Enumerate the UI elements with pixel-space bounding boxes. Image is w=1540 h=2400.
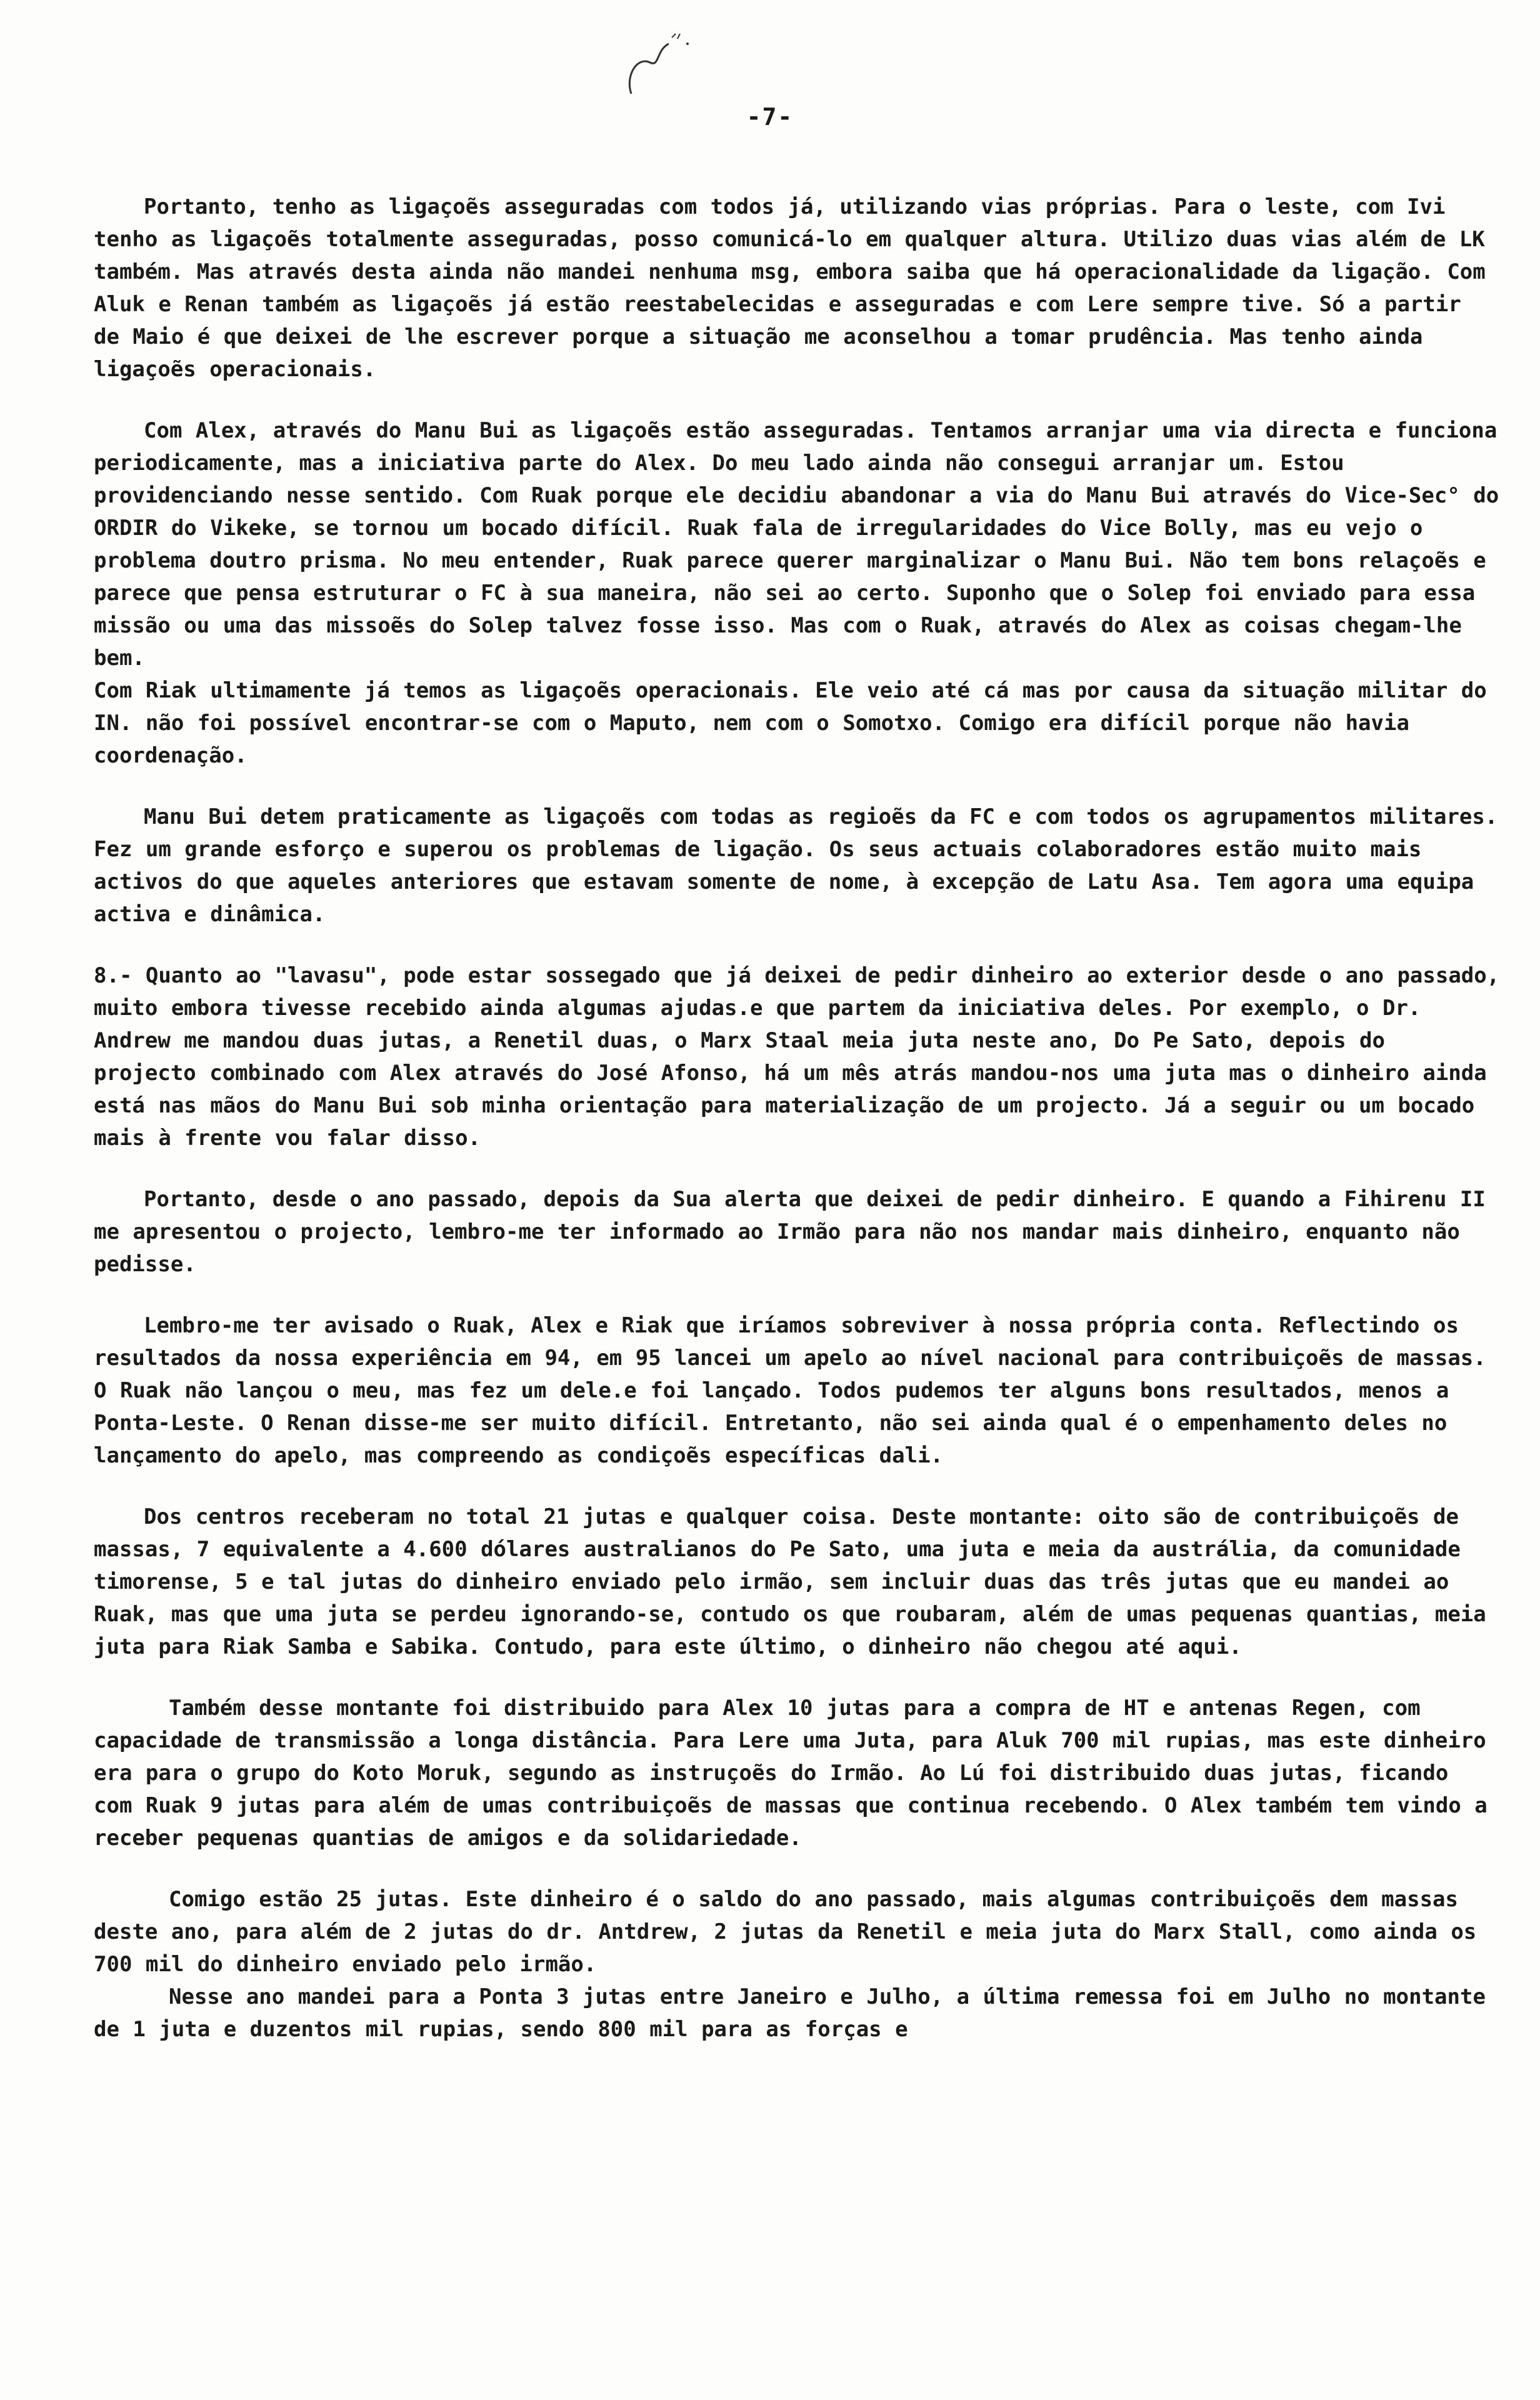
- page-number: -7-: [746, 103, 794, 131]
- paragraph-ponta-remessas: Nesse ano mandei para a Ponta 3 jutas entre Janeiro e Julho, a última remessa foi em Julho no montante de 1 juta e duzentos mil rupias, sendo 800 mil para as forças e: [94, 1984, 1486, 2042]
- paragraph-lavasu: 8.- Quanto ao "lavasu", pode estar sossegado que já deixei de pedir dinheiro ao exterior desde o ano passado, muito embora tivesse recebido ainda algumas ajudas.e que partem da iniciativa deles. Por exemplo, o Dr. Andrew me mandou duas jutas, a Renetil duas, o Marx Staal meia juta neste ano, Do Pe Sato, depois do projecto combinado com Alex através do José Afonso, há um mês atrás mandou-nos uma juta mas o dinheiro ainda está nas mãos do Manu Bui sob minha orientação para materialização de um projecto. Já a seguir ou um bocado mais à frente vou falar disso.: [94, 963, 1500, 1151]
- handwritten-mark: [612, 25, 712, 100]
- paragraph-apelo-nacional: Lembro-me ter avisado o Ruak, Alex e Riak que iríamos sobreviver à nossa própria conta. Reflectindo os resultados da nossa experiência em 94, em 95 lancei um apelo ao nível nacional para contribuiçoẽs de massas. O Ruak não lançou o meu, mas fez um dele.e foi lançado. Todos pudemos ter alguns bons resultados, menos a Ponta-Leste. O Renan disse-me ser muito difícil. Entretanto, não sei ainda qual é o empenhamento deles no lançamento do apelo, mas compreendo as condiçoẽs específicas dali.: [94, 1313, 1486, 1468]
- paragraph-riak: Com Riak ultimamente já temos as ligaçoẽs operacionais. Ele veio até cá mas por causa da situação militar do IN. não foi possível encontrar-se com o Maputo, nem com o Somotxo. Comigo era difícil porque não havia coordenação.: [94, 678, 1487, 768]
- paragraph-alex-manu-bui: Com Alex, através do Manu Bui as ligaçoẽs estão asseguradas. Tentamos arranjar uma via directa e funciona periodicamente, mas a iniciativa parte do Alex. Do meu lado ainda não consegui arranjar um. Estou providenciando nesse sentido. Com Ruak porque ele decidiu abandonar a via do Manu Bui através do Vice-Sec° do ORDIR do Vikeke, se tornou um bocado difícil. Ruak fala de irregularidades do Vice Bolly, mas eu vejo o problema doutro prisma. No meu entender, Ruak parece querer marginalizar o Manu Bui. Não tem bons relaçoẽs e parece que pensa estruturar o FC à sua maneira, não sei ao certo. Suponho que o Solep foi enviado para essa missão ou uma das missoẽs do Solep talvez fosse isso. Mas com o Ruak, através do Alex as coisas chegam-lhe bem.: [94, 418, 1499, 671]
- paragraph-comigo-jutas: Comigo estão 25 jutas. Este dinheiro é o saldo do ano passado, mais algumas contribuiçoẽs dem massas deste ano, para além de 2 jutas do dr. Antdrew, 2 jutas da Renetil e meia juta do Marx Stall, como ainda os 700 mil do dinheiro enviado pelo irmão.: [94, 1887, 1477, 1977]
- paragraph-desde-ano-passado: Portanto, desde o ano passado, depois da Sua alerta que deixei de pedir dinheiro. E quando a Fihirenu II me apresentou o projecto, lembro-me ter informado ao Irmão para não nos mandar mais dinheiro, enquanto não pedisse.: [94, 1187, 1486, 1277]
- paragraph-distribuicao-montante: Também desse montante foi distribuido para Alex 10 jutas para a compra de HT e antenas Regen, com capacidade de transmissão a longa distância. Para Lere uma Juta, para Aluk 700 mil rupias, mas este dinheiro era para o grupo do Koto Moruk, segundo as instruçoẽs do Irmão. Ao Lú foi distribuido duas jutas, ficando com Ruak 9 jutas para além de umas contribuiçoẽs de massas que continua recebendo. O Alex também tem vindo a receber pequenas quantias de amigos e da solidariedade.: [94, 1696, 1488, 1851]
- paragraph-manu-bui-regioes: Manu Bui detem praticamente as ligaçoẽs com todas as regioẽs da FC e com todos os agrupamentos militares. Fez um grande esforço e superou os problemas de ligação. Os seus actuais colaboradores estão muito mais activos do que aqueles anteriores que estavam somente de nome, à excepção de Latu Asa. Tem agora uma equipa activa e dinâmica.: [94, 804, 1498, 927]
- paragraph-ligacoes-leste: Portanto, tenho as ligaçoẽs asseguradas com todos já, utilizando vias próprias. Para o leste, com Ivi tenho as ligaçoẽs totalmente asseguradas, posso comunicá-lo em qualquer altura. Utilizo duas vias além de LK também. Mas através desta ainda não mandei nenhuma msg, embora saiba que há operacionalidade da ligação. Com Aluk e Renan também as ligaçoẽs já estão reestabelecidas e asseguradas e com Lere sempre tive. Só a partir de Maio é que deixei de lhe escrever porque a situação me aconselhou a tomar prudência. Mas tenho ainda ligaçoẽs operacionais.: [94, 194, 1486, 382]
- paragraph-centros-jutas: Dos centros receberam no total 21 jutas e qualquer coisa. Deste montante: oito são de contribuiçoẽs de massas, 7 equivalente a 4.600 dólares australianos do Pe Sato, uma juta e meia da austrália, da comunidade timorense, 5 e tal jutas do dinheiro enviado pelo irmão, sem incluir duas das três jutas que eu mandei ao Ruak, mas que uma juta se perdeu ignorando-se, contudo os que roubaram, além de umas pequenas quantias, meia juta para Riak Samba e Sabika. Contudo, para este último, o dinheiro não chegou até aqui.: [94, 1504, 1486, 1659]
- document-body: [94, 191, 1500, 2046]
